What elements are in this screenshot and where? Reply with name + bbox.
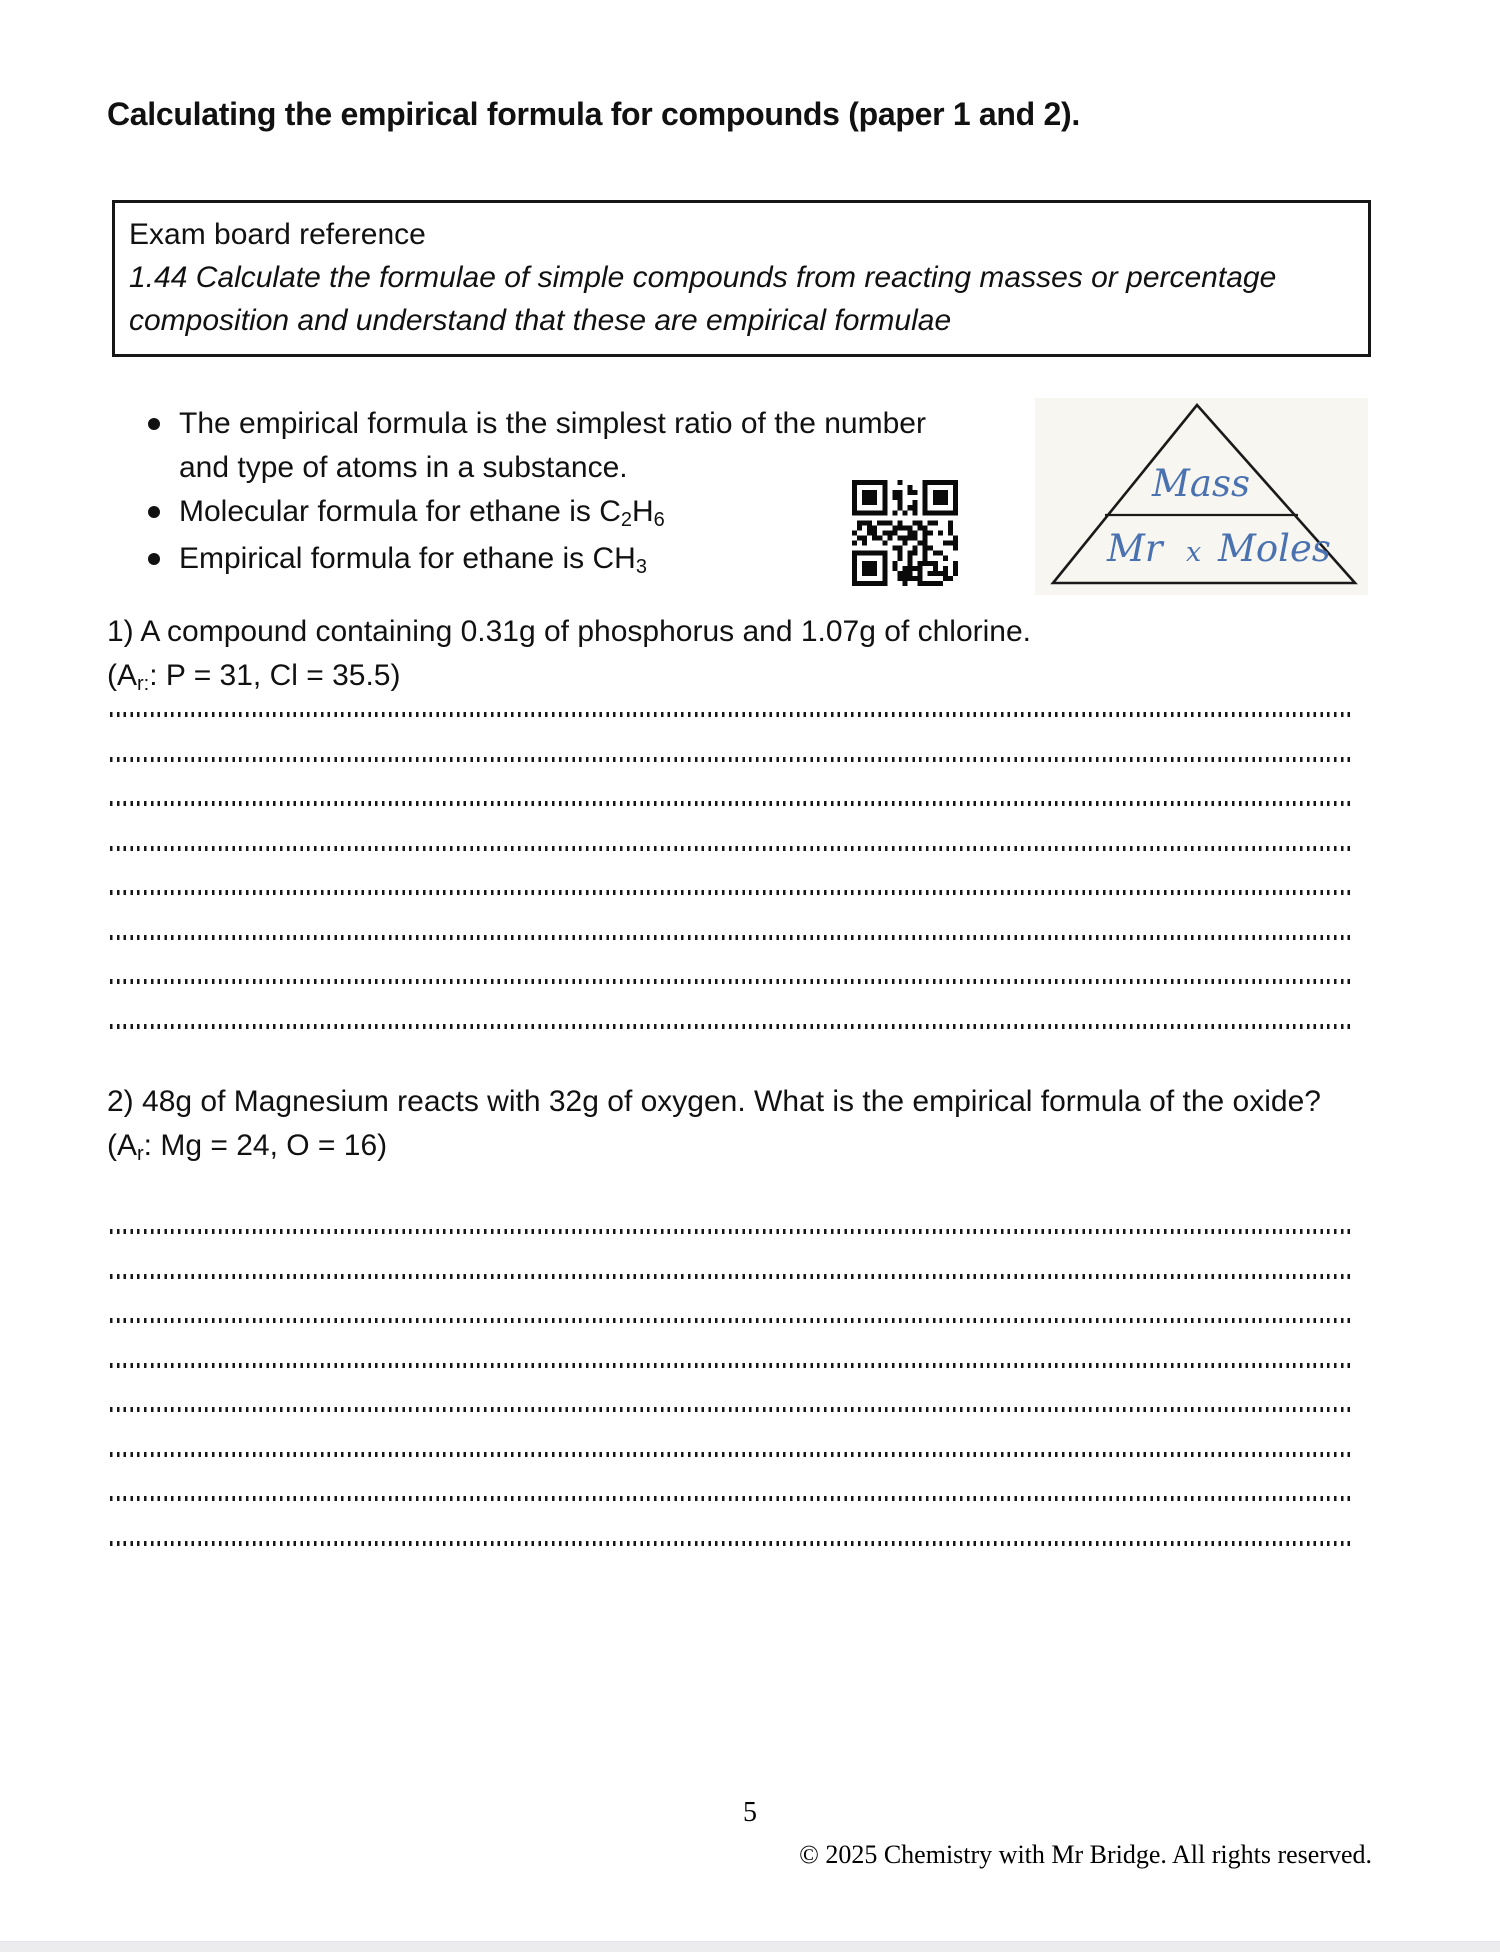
answer-line: [110, 1407, 1353, 1412]
viewer-bottom-bar: [0, 1941, 1500, 1952]
question-2-text: 2) 48g of Magnesium reacts with 32g of oxygen. What is the empirical formula of the oxide?: [107, 1085, 1321, 1118]
answer-line: [110, 1229, 1353, 1234]
answer-line: [110, 935, 1353, 940]
exam-reference-box: [112, 200, 1371, 357]
answer-line: [110, 1318, 1353, 1323]
answer-line: [110, 801, 1353, 806]
answer-line: [110, 1024, 1353, 1029]
subscript: r: [137, 1143, 144, 1165]
exam-reference-body: 1.44 Calculate the formulae of simple compounds from reacting masses or percentage composition and understand that these are empirical formulae: [129, 261, 1277, 337]
copyright-notice: © 2025 Chemistry with Mr Bridge. All rights reserved.: [799, 1840, 1372, 1869]
answer-line: [110, 1541, 1353, 1546]
question-1: [107, 610, 1377, 701]
bullet-list: [148, 402, 948, 584]
answer-line: [110, 712, 1353, 717]
answer-line: [110, 846, 1353, 851]
question-2: [107, 1080, 1377, 1171]
mass-moles-triangle: [1035, 398, 1368, 595]
subscript: 6: [653, 509, 665, 531]
list-item: [148, 537, 948, 584]
answer-lines-q1: [110, 712, 1353, 1068]
answer-line: [110, 1496, 1353, 1501]
subscript: r:: [137, 673, 150, 695]
answer-line: [110, 1274, 1353, 1279]
answer-line: [110, 890, 1353, 895]
exam-reference-heading: Exam board reference: [129, 218, 426, 251]
page-title: Calculating the empirical formula for compounds (paper 1 and 2).: [107, 96, 1080, 132]
list-item: [148, 490, 948, 537]
bullet-text: Molecular formula for ethane is C2H6: [179, 495, 665, 531]
question-1-text: 1) A compound containing 0.31g of phosphorus and 1.07g of chlorine.: [107, 615, 1032, 648]
bullet-text: Empirical formula for ethane is CH3: [179, 542, 647, 578]
bullet-icon: [148, 553, 160, 565]
subscript: 3: [635, 556, 647, 578]
answer-line: [110, 1452, 1353, 1457]
bullet-icon: [148, 506, 160, 518]
answer-lines-q2: [110, 1229, 1353, 1585]
question-1-ar: (Ar:: P = 31, Cl = 35.5): [107, 659, 401, 695]
triangle-label-mr: Mr: [1107, 527, 1163, 570]
page-number: 5: [743, 1797, 757, 1828]
triangle-label-operator: x: [1186, 537, 1202, 568]
question-2-ar: (Ar: Mg = 24, O = 16): [107, 1129, 388, 1165]
answer-line: [110, 1363, 1353, 1368]
qr-code: [852, 480, 958, 586]
answer-line: [110, 979, 1353, 984]
bullet-icon: [148, 418, 160, 430]
answer-line: [110, 757, 1353, 762]
triangle-label-mass: Mass: [1152, 462, 1250, 505]
bullet-text: The empirical formula is the simplest ratio of the number and type of atoms in a substance.: [179, 407, 926, 484]
list-item: [148, 402, 948, 490]
subscript: 2: [620, 509, 632, 531]
triangle-label-moles: Moles: [1218, 527, 1331, 570]
